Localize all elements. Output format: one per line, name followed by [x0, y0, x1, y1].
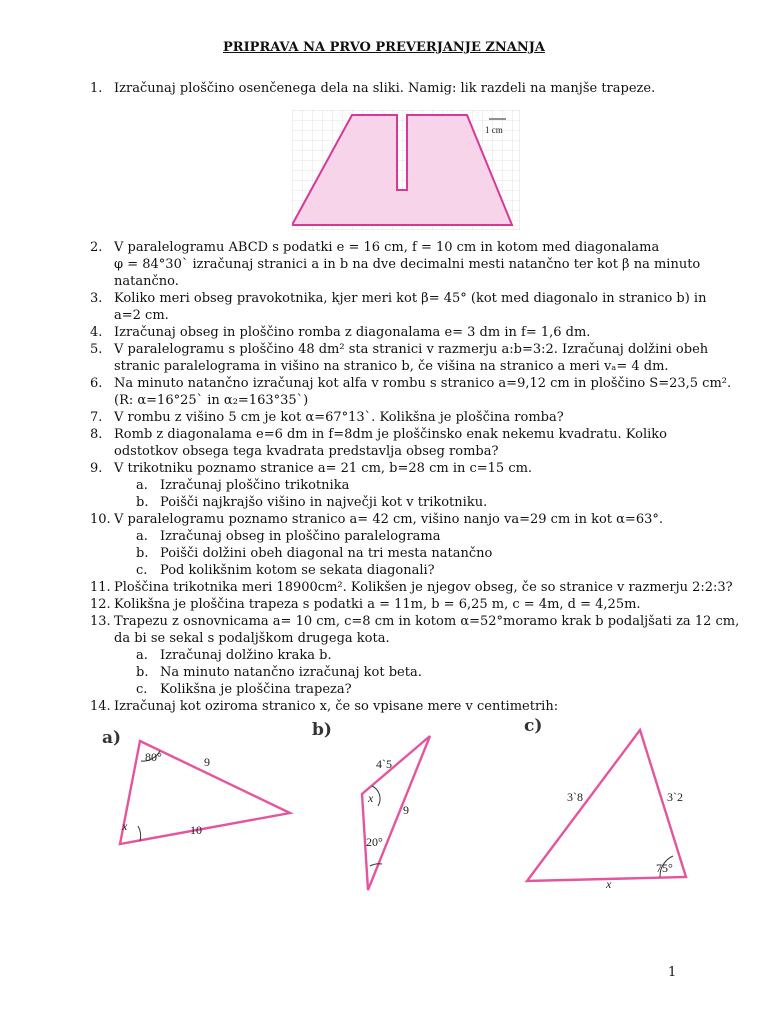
question-number: 1.	[90, 81, 103, 96]
question-text: Izračunaj obseg in ploščino romba z diagonalama e= 3 dm in f= 1,6 dm.	[114, 325, 591, 340]
subitem-text: Na minuto natančno izračunaj kot beta.	[160, 665, 422, 680]
question-text: odstotkov obsega tega kvadrata predstavlja obseg romba?	[114, 444, 499, 459]
question-text: natančno.	[114, 274, 179, 289]
question-number: 8.	[90, 427, 103, 442]
subitem-text: Izračunaj ploščino trikotnika	[160, 478, 350, 493]
subitem-text: Pod kolikšnim kotom se sekata diagonali?	[160, 563, 435, 578]
triangle-c-side1: 3`8	[567, 790, 583, 804]
question-number: 10.	[90, 512, 111, 527]
subitem-number: a.	[136, 478, 148, 493]
question-text: V paralelogramu poznamo stranico a= 42 cm, višino nanjo va=29 cm in kot α=63°.	[114, 512, 663, 527]
question-text: Na minuto natančno izračunaj kot alfa v rombu s stranico a=9,12 cm in ploščino S=23,5 cm².	[114, 376, 732, 391]
triangle-c-label: c)	[524, 716, 543, 736]
question-text: Trapezu z osnovnicama a= 10 cm, c=8 cm in kotom α=52°moramo krak b podaljšati za 12 cm,	[114, 614, 740, 629]
question-number: 13.	[90, 614, 111, 629]
question-text: φ = 84°30` izračunaj stranici a in b na dve decimalni mesti natančno ter kot β na minuto	[114, 257, 701, 272]
subitem-number: b.	[136, 546, 149, 561]
subitem-number: a.	[136, 648, 148, 663]
question-text: V paralelogramu ABCD s podatki e = 16 cm, f = 10 cm in kotom med diagonalama	[114, 240, 660, 255]
figure-shaded-shape	[292, 110, 520, 230]
triangle-a-angle: 80°	[145, 750, 162, 764]
triangle-b-label: b)	[312, 720, 332, 740]
question-number: 2.	[90, 240, 103, 255]
question-number: 12.	[90, 597, 111, 612]
question-text: V trikotniku poznamo stranice a= 21 cm, b=28 cm in c=15 cm.	[114, 461, 533, 476]
subitem-number: c.	[136, 682, 148, 697]
scale-label: 1 cm	[485, 125, 503, 135]
question-number: 7.	[90, 410, 103, 425]
subitem-text: Poišči dolžini obeh diagonal na tri mesta natančno	[160, 546, 493, 561]
triangle-c-angle: 75°	[656, 861, 673, 875]
question-text: da bi se sekal s podaljškom drugega kota.	[114, 631, 390, 646]
triangle-b-x: x	[368, 791, 374, 805]
triangle-a-x: x	[122, 819, 128, 833]
subitem-text: Poišči najkrajšo višino in največji kot v trikotniku.	[160, 495, 488, 510]
question-text: V rombu z višino 5 cm je kot α=67°13`. Kolikšna je ploščina romba?	[114, 410, 564, 425]
question-number: 11.	[90, 580, 111, 595]
figure-triangles	[100, 716, 720, 896]
question-text: Romb z diagonalama e=6 dm in f=8dm je ploščinsko enak nekemu kvadratu. Koliko	[114, 427, 667, 442]
question-number: 4.	[90, 325, 103, 340]
question-number: 6.	[90, 376, 103, 391]
subitem-number: b.	[136, 495, 149, 510]
subitem-text: Kolikšna je ploščina trapeza?	[160, 682, 352, 697]
question-text: Izračunaj kot oziroma stranico x, če so vpisane mere v centimetrih:	[114, 699, 559, 714]
page-title: PRIPRAVA NA PRVO PREVERJANJE ZNANJA	[223, 40, 545, 55]
triangle-b-side2: 9	[403, 803, 409, 817]
question-text: a=2 cm.	[114, 308, 169, 323]
question-text: (R: α=16°25` in α₂=163°35`)	[114, 393, 309, 408]
triangle-a-side2: 10	[190, 823, 202, 837]
subitem-number: a.	[136, 529, 148, 544]
question-text: Kolikšna je ploščina trapeza s podatki a = 11m, b = 6,25 m, c = 4m, d = 4,25m.	[114, 597, 641, 612]
question-number: 9.	[90, 461, 103, 476]
subitem-text: Izračunaj obseg in ploščino paralelograma	[160, 529, 441, 544]
subitem-number: c.	[136, 563, 148, 578]
triangle-c-x: x	[606, 877, 612, 891]
question-number: 3.	[90, 291, 103, 306]
question-text: Izračunaj ploščino osenčenega dela na sliki. Namig: lik razdeli na manjše trapeze.	[114, 81, 656, 96]
question-text: stranic paralelograma in višino na stranico b, če višina na stranico a meri vₐ= 4 dm.	[114, 359, 669, 374]
subitem-number: b.	[136, 665, 149, 680]
triangle-a-label: a)	[102, 728, 122, 748]
question-text: V paralelogramu s ploščino 48 dm² sta stranici v razmerju a:b=3:2. Izračunaj dolžini obeh	[114, 342, 709, 357]
page-number: 1	[668, 965, 677, 980]
question-text: Koliko meri obseg pravokotnika, kjer meri kot β= 45° (kot med diagonalo in stranico b) in	[114, 291, 707, 306]
question-number: 14.	[90, 699, 111, 714]
question-text: Ploščina trikotnika meri 18900cm². Kolikšen je njegov obseg, če so stranice v razmerju 2:2:3?	[114, 580, 733, 595]
triangle-c-side2: 3`2	[667, 790, 683, 804]
triangle-a-side1: 9	[204, 755, 210, 769]
subitem-text: Izračunaj dolžino kraka b.	[160, 648, 332, 663]
question-number: 5.	[90, 342, 103, 357]
triangle-b-angle: 20°	[366, 835, 383, 849]
triangle-b-side1: 4`5	[376, 757, 392, 771]
